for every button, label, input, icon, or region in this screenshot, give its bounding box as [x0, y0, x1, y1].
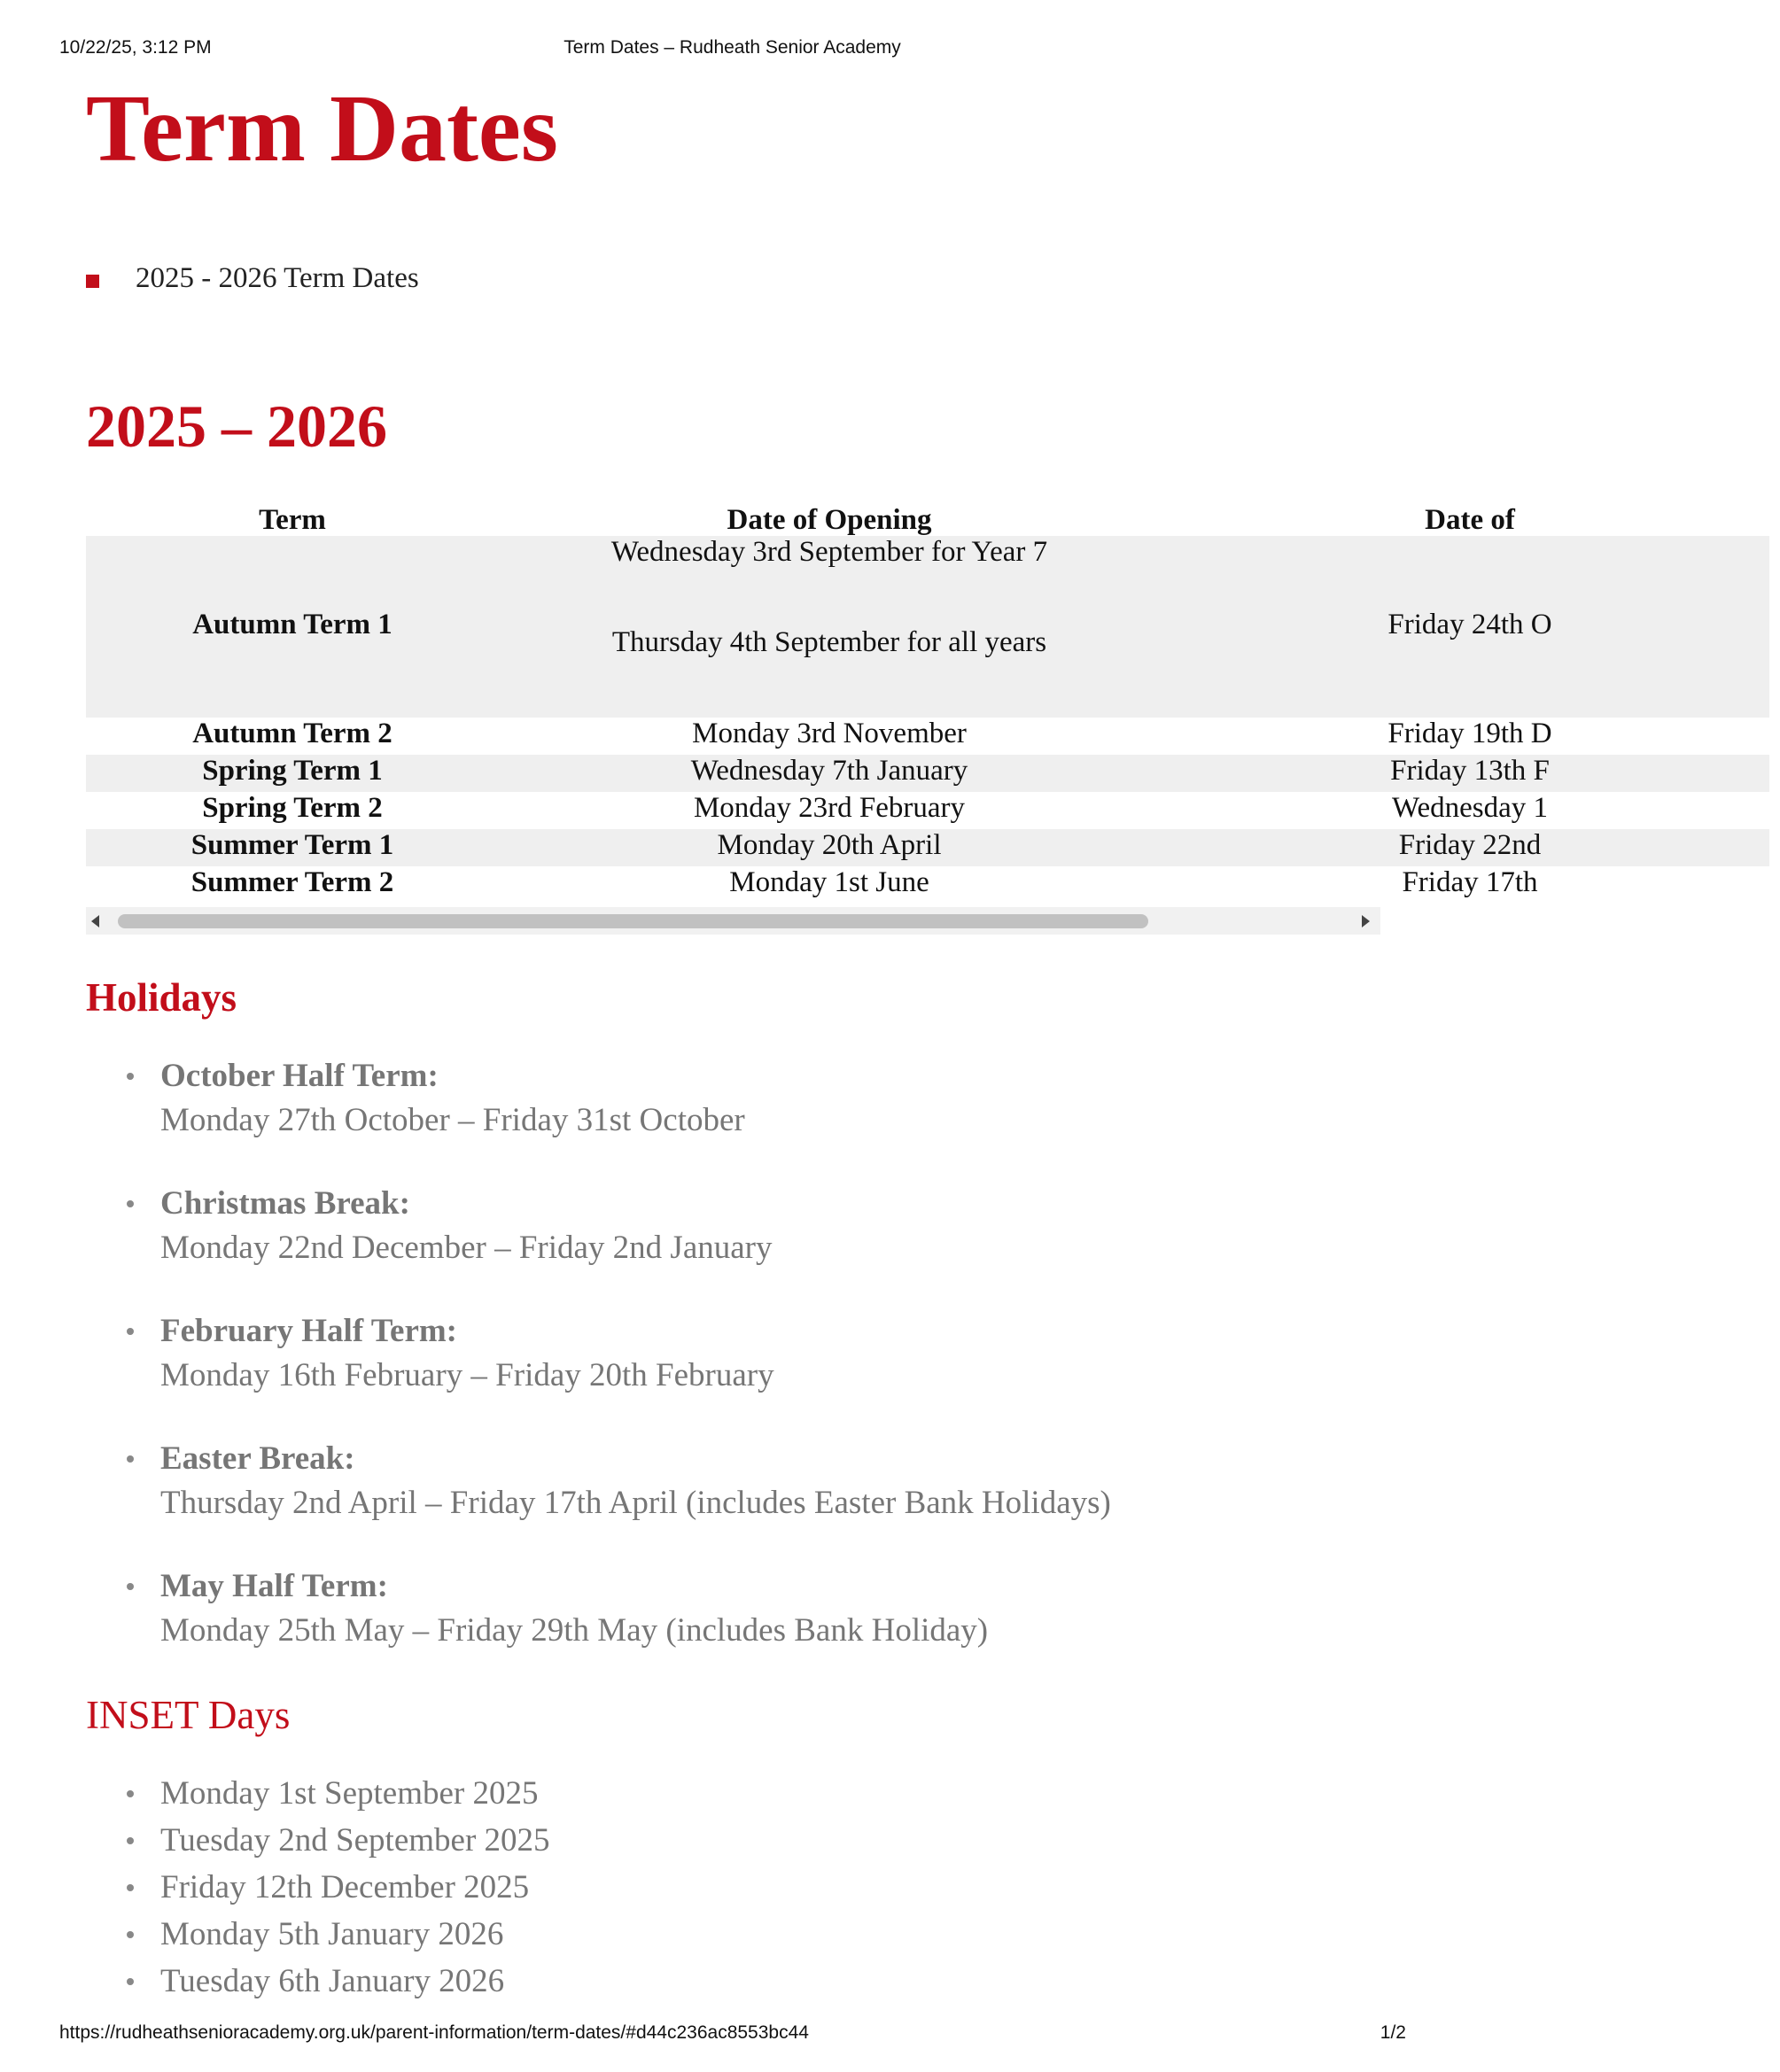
bullet-icon	[127, 1931, 134, 1938]
bullet-icon	[127, 1978, 134, 1985]
scroll-left-arrow-icon[interactable]	[91, 915, 99, 927]
holiday-title: May Half Term:	[160, 1568, 388, 1604]
closing-cell: Friday 24th O	[1387, 609, 1552, 640]
closing-cell: Friday 19th D	[1387, 718, 1552, 749]
header-closing: Date of	[1425, 504, 1515, 536]
bullet-icon	[127, 1790, 134, 1797]
header-opening: Date of Opening	[727, 504, 932, 536]
inset-heading: INSET Days	[86, 1693, 291, 1737]
term-cell: Autumn Term 2	[192, 718, 393, 749]
bullet-icon	[127, 1328, 134, 1335]
table-row	[86, 866, 1769, 904]
term-cell: Spring Term 2	[202, 792, 383, 824]
list-item	[86, 1309, 1111, 1437]
opening-cell-line1: Wednesday 3rd September for Year 7	[610, 536, 1048, 568]
list-item	[86, 1819, 550, 1866]
inset-date: Tuesday 6th January 2026	[160, 1963, 505, 1999]
bullet-icon	[127, 1073, 134, 1080]
list-item	[86, 1959, 550, 2006]
scrollbar-thumb[interactable]	[118, 914, 1148, 928]
table-row	[86, 829, 1769, 866]
term-dates-table	[86, 501, 1552, 935]
table-row	[86, 792, 1769, 829]
opening-cell: Monday 3rd November	[692, 718, 967, 749]
bullet-icon	[127, 1200, 134, 1207]
table-row	[86, 755, 1769, 792]
inset-list	[86, 1772, 550, 2006]
holiday-dates: Thursday 2nd April – Friday 17th April (includes Easter Bank Holidays)	[160, 1485, 1111, 1521]
table-row	[86, 536, 1769, 718]
holiday-dates: Monday 16th February – Friday 20th February	[160, 1357, 774, 1393]
opening-cell: Monday 1st June	[729, 866, 929, 898]
holiday-title: Easter Break:	[160, 1440, 355, 1477]
table-horizontal-scrollbar[interactable]	[86, 907, 1380, 935]
holidays-heading: Holidays	[86, 975, 237, 1020]
list-item	[86, 1054, 1111, 1182]
bullet-icon	[127, 1583, 134, 1590]
term-cell: Summer Term 2	[190, 866, 394, 898]
bullet-icon	[127, 1837, 134, 1844]
opening-cell-line2: Thursday 4th September for all years	[611, 626, 1047, 658]
opening-cell: Wednesday 7th January	[690, 755, 968, 787]
term-cell: Summer Term 1	[190, 829, 394, 861]
closing-cell: Friday 17th	[1402, 866, 1538, 898]
year-heading: 2025 – 2026	[86, 392, 387, 460]
scroll-right-arrow-icon[interactable]	[1362, 915, 1370, 927]
holiday-dates: Monday 22nd December – Friday 2nd January	[160, 1230, 773, 1266]
table-header-row	[86, 501, 1769, 536]
print-page-title: Term Dates – Rudheath Senior Academy	[564, 37, 901, 58]
holiday-title: October Half Term:	[160, 1058, 439, 1094]
opening-cell: Monday 20th April	[717, 829, 942, 861]
holiday-dates: Monday 27th October – Friday 31st October	[160, 1102, 745, 1138]
toc-link-term-dates[interactable]: 2025 - 2026 Term Dates	[136, 262, 419, 294]
square-bullet-icon	[86, 275, 99, 288]
list-item	[86, 1182, 1111, 1309]
closing-cell: Wednesday 1	[1391, 792, 1549, 824]
bullet-icon	[127, 1884, 134, 1891]
print-page-number: 1/2	[1380, 2022, 1406, 2043]
holiday-title: Christmas Break:	[160, 1185, 410, 1222]
inset-date: Friday 12th December 2025	[160, 1869, 530, 1905]
header-term: Term	[259, 504, 326, 536]
holidays-list	[86, 1054, 1111, 1692]
bullet-icon	[127, 1455, 134, 1463]
print-url: https://rudheathsenioracademy.org.uk/parent-information/term-dates/#d44c236ac8553bc44	[59, 2022, 809, 2043]
list-item	[86, 1772, 550, 1819]
holiday-title: February Half Term:	[160, 1313, 458, 1349]
list-item	[86, 1913, 550, 1959]
page-title: Term Dates	[86, 76, 558, 182]
opening-cell: Monday 23rd February	[693, 792, 966, 824]
term-cell: Autumn Term 1	[192, 609, 393, 640]
inset-date: Monday 1st September 2025	[160, 1775, 539, 1812]
term-cell: Spring Term 1	[202, 755, 383, 787]
inset-date: Monday 5th January 2026	[160, 1916, 504, 1952]
list-item	[86, 1437, 1111, 1564]
closing-cell: Friday 13th F	[1390, 755, 1550, 787]
inset-date: Tuesday 2nd September 2025	[160, 1822, 550, 1859]
closing-cell: Friday 22nd	[1398, 829, 1542, 861]
holiday-dates: Monday 25th May – Friday 29th May (includes Bank Holiday)	[160, 1612, 989, 1649]
list-item	[86, 1564, 1111, 1692]
print-datetime: 10/22/25, 3:12 PM	[59, 37, 212, 58]
table-row	[86, 718, 1769, 755]
list-item	[86, 1866, 550, 1913]
toc	[86, 262, 419, 295]
